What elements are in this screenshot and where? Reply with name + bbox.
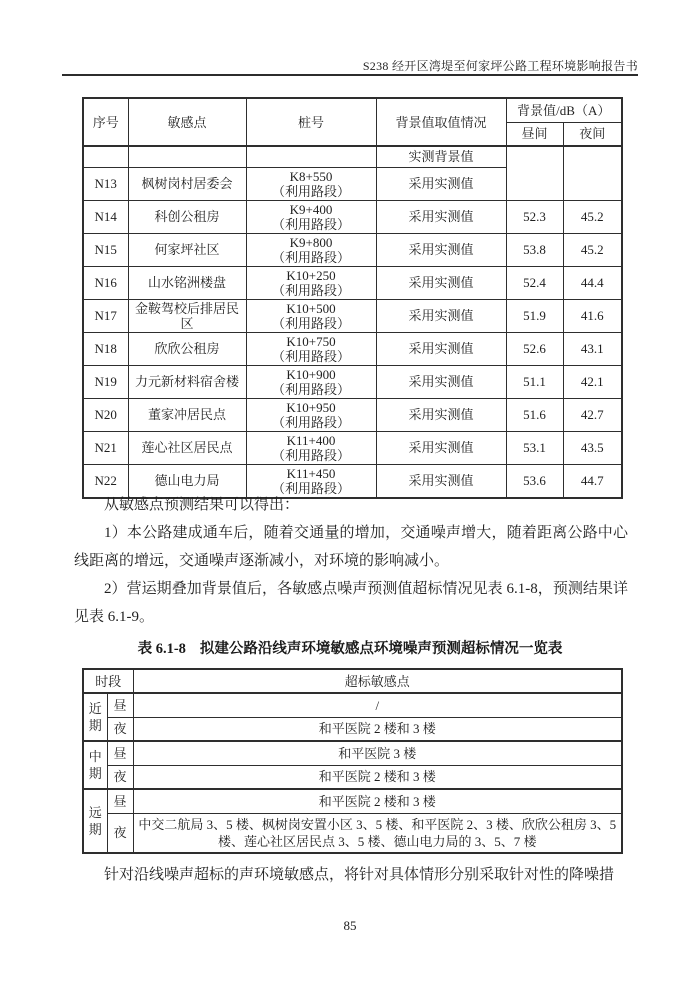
cell-stake-empty (246, 146, 376, 167)
cell-background-method: 采用实测值 (376, 167, 506, 200)
cell-day-label: 昼 (107, 789, 133, 813)
cell-row-id: N16 (83, 266, 128, 299)
col-header-stake: 桩号 (246, 98, 376, 146)
paragraph-closing: 针对沿线噪声超标的声环境敏感点，将针对具体情形分别采取针对性的降噪措 (104, 867, 615, 883)
cell-exceed-value: 和平医院 3 楼 (133, 741, 622, 765)
cell-day-value: 51.6 (506, 398, 563, 431)
cell-background-method: 采用实测值 (376, 266, 506, 299)
cell-stake (246, 398, 376, 431)
table-header-row (83, 669, 622, 693)
cell-exceed-value: 中交二航局 3、5 楼、枫树岗安置小区 3、5 楼、和平医院 2、3 楼、欣欣公租房 3、5 楼、莲心社区居民点 3、5 楼、德山电力局的 3、5、7 楼 (133, 813, 622, 853)
cell-stake (246, 233, 376, 266)
cell-row-id: N21 (83, 431, 128, 464)
table-row (83, 299, 622, 332)
stake-number: K9+400 (289, 201, 333, 217)
cell-background-method: 采用实测值 (376, 233, 506, 266)
stake-number: K10+900 (286, 366, 336, 382)
closing-paragraph-block (74, 861, 628, 889)
cell-sensitive-name: 山水铭洲楼盘 (128, 266, 246, 299)
cell-day-value: 51.9 (506, 299, 563, 332)
table-row-near-night (83, 717, 622, 741)
table-row-near-day (83, 693, 622, 717)
paragraph-intro: 从敏感点预测结果可以得出： (104, 497, 300, 513)
caption-label: 表 6.1-8 (137, 641, 186, 657)
cell-background-method: 采用实测值 (376, 299, 506, 332)
cell-row-id: N17 (83, 299, 128, 332)
analysis-paragraphs (74, 491, 628, 631)
paragraph-conclusion-2: 2）营运期叠加背景值后，各敏感点噪声预测值超标情况见表 6.1-8，预测结果详见表 6.1-9。 (74, 581, 628, 625)
cell-row-id: N18 (83, 332, 128, 365)
stake-number: K11+400 (286, 432, 336, 448)
table-row (83, 431, 622, 464)
table-row-far-day (83, 789, 622, 813)
cell-night-value: 45.2 (563, 233, 622, 266)
cell-day-value: 52.6 (506, 332, 563, 365)
cell-sensitive-name: 何家坪社区 (128, 233, 246, 266)
header-divider-rule (62, 74, 638, 76)
table-row-partial (83, 146, 622, 167)
cell-stake (246, 431, 376, 464)
cell-night-value: 42.1 (563, 365, 622, 398)
cell-exceed-value: / (133, 693, 622, 717)
cell-stake (246, 167, 376, 200)
col-header-bg-value: 背景值/dB（A） (506, 98, 622, 122)
cell-background-method: 采用实测值 (376, 332, 506, 365)
cell-night-value: 43.5 (563, 431, 622, 464)
cell-stake (246, 200, 376, 233)
stake-note: （利用路段） (271, 183, 350, 199)
table-row (83, 398, 622, 431)
cell-row-id-empty (83, 146, 128, 167)
cell-day-label: 昼 (107, 741, 133, 765)
cell-background-method: 采用实测值 (376, 398, 506, 431)
table-row (83, 266, 622, 299)
cell-day-value: 53.6 (506, 464, 563, 498)
cell-day-value: 52.4 (506, 266, 563, 299)
table-header-row-1 (83, 98, 622, 122)
table-row-mid-day (83, 741, 622, 765)
cell-sensitive-name-empty (128, 146, 246, 167)
cell-background-method: 采用实测值 (376, 464, 506, 498)
cell-sensitive-name: 枫树岗村居委会 (128, 167, 246, 200)
stake-number: K10+750 (286, 333, 336, 349)
table-row (83, 233, 622, 266)
cell-day-label: 昼 (107, 693, 133, 717)
cell-night-value-empty (563, 146, 622, 200)
cell-sensitive-name: 欣欣公租房 (128, 332, 246, 365)
cell-exceed-value: 和平医院 2 楼和 3 楼 (133, 717, 622, 741)
cell-day-value: 52.3 (506, 200, 563, 233)
cell-row-id: N22 (83, 464, 128, 498)
cell-night-label: 夜 (107, 717, 133, 741)
cell-night-value: 43.1 (563, 332, 622, 365)
exceedance-summary-table (82, 668, 623, 854)
stake-note: （利用路段） (271, 249, 350, 265)
running-header-title: S238 经开区湾堤至何家坪公路工程环境影响报告书 (362, 59, 638, 73)
stake-note: （利用路段） (271, 282, 350, 298)
table-row (83, 332, 622, 365)
cell-stake (246, 299, 376, 332)
stake-note: （利用路段） (271, 480, 350, 496)
stake-number: K10+500 (286, 300, 336, 316)
cell-period-far: 远期 (83, 789, 107, 853)
stake-number: K8+550 (289, 168, 333, 184)
cell-background-method: 采用实测值 (376, 431, 506, 464)
stake-note: （利用路段） (271, 447, 350, 463)
cell-stake (246, 365, 376, 398)
cell-row-id: N15 (83, 233, 128, 266)
cell-background-method: 采用实测值 (376, 200, 506, 233)
stake-number: K9+800 (289, 234, 333, 250)
table-row-far-night (83, 813, 622, 853)
cell-period-near: 近期 (83, 693, 107, 741)
cell-sensitive-name: 莲心社区居民点 (128, 431, 246, 464)
cell-day-value-empty (506, 146, 563, 200)
page-number: 85 (343, 918, 357, 933)
cell-exceed-value: 和平医院 2 楼和 3 楼 (133, 765, 622, 789)
col-header-day: 昼间 (506, 122, 563, 146)
col-header-night: 夜间 (563, 122, 622, 146)
stake-note: （利用路段） (271, 381, 350, 397)
stake-note: （利用路段） (271, 216, 350, 232)
cell-stake (246, 266, 376, 299)
cell-day-value: 53.1 (506, 431, 563, 464)
cell-day-value: 53.8 (506, 233, 563, 266)
cell-night-value: 44.4 (563, 266, 622, 299)
cell-exceed-value: 和平医院 2 楼和 3 楼 (133, 789, 622, 813)
cell-sensitive-name: 董家冲居民点 (128, 398, 246, 431)
cell-night-label: 夜 (107, 813, 133, 853)
col-header-exceed-sensitive: 超标敏感点 (133, 669, 622, 693)
cell-day-value: 51.1 (506, 365, 563, 398)
cell-sensitive-name: 金鞍驾校后排居民区 (128, 299, 246, 332)
stake-number: K10+950 (286, 399, 336, 415)
cell-period-mid: 中期 (83, 741, 107, 789)
cell-night-value: 41.6 (563, 299, 622, 332)
cell-background-method: 实测背景值 (376, 146, 506, 167)
col-header-background: 背景值取值情况 (376, 98, 506, 146)
cell-night-value: 45.2 (563, 200, 622, 233)
col-header-sensitive: 敏感点 (128, 98, 246, 146)
cell-row-id: N14 (83, 200, 128, 233)
table-6-1-8-caption (0, 637, 700, 658)
table-row (83, 200, 622, 233)
stake-note: （利用路段） (271, 315, 350, 331)
stake-number: K11+450 (286, 465, 336, 481)
stake-note: （利用路段） (271, 414, 350, 430)
cell-row-id: N13 (83, 167, 128, 200)
cell-night-value: 42.7 (563, 398, 622, 431)
table-row (83, 365, 622, 398)
cell-row-id: N19 (83, 365, 128, 398)
background-noise-table (82, 97, 623, 499)
cell-row-id: N20 (83, 398, 128, 431)
cell-sensitive-name: 科创公租房 (128, 200, 246, 233)
caption-title: 拟建公路沿线声环境敏感点环境噪声预测超标情况一览表 (199, 641, 563, 657)
cell-stake (246, 332, 376, 365)
cell-night-value: 44.7 (563, 464, 622, 498)
col-header-index: 序号 (83, 98, 128, 146)
cell-sensitive-name: 力元新材料宿舍楼 (128, 365, 246, 398)
cell-night-label: 夜 (107, 765, 133, 789)
cell-background-method: 采用实测值 (376, 365, 506, 398)
col-header-period: 时段 (83, 669, 133, 693)
stake-number: K10+250 (286, 267, 336, 283)
paragraph-conclusion-1: 1）本公路建成通车后，随着交通量的增加，交通噪声增大，随着距离公路中心线距离的增远，交通噪声逐渐减小，对环境的影响减小。 (74, 525, 628, 569)
stake-note: （利用路段） (271, 348, 350, 364)
cell-sensitive-name: 德山电力局 (128, 464, 246, 498)
table-row-mid-night (83, 765, 622, 789)
